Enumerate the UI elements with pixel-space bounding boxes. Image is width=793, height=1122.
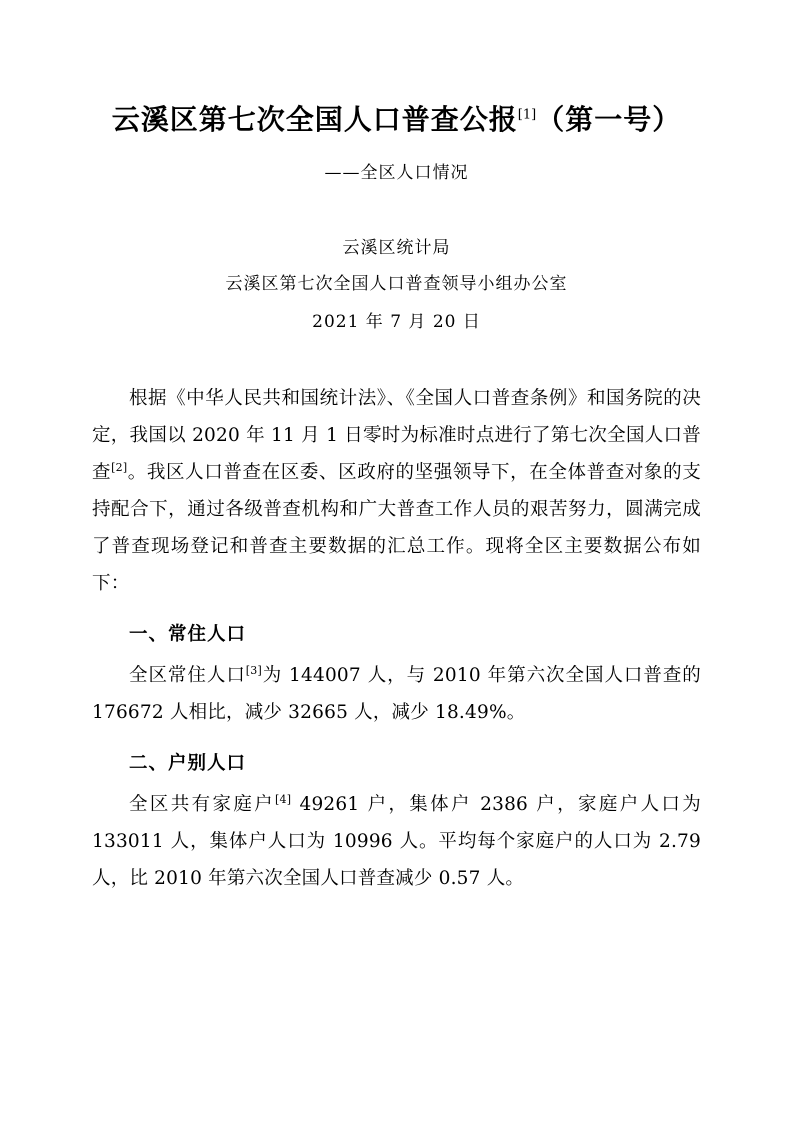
- section-1-text-1: 全区常住人口: [129, 664, 246, 686]
- page-subtitle: ——全区人口情况: [324, 163, 469, 184]
- section-heading-1: 一、常住人口: [129, 623, 247, 645]
- paragraph-intro: [92, 380, 701, 602]
- page-title-tail: （第一号）: [536, 103, 682, 136]
- footnote-marker-2: [2]: [111, 460, 128, 474]
- page-title: [92, 102, 701, 138]
- section-2-text-2: 49261 户，集体户 2386 户，家庭户人口为 133011 人，集体户人口为 10996 人。平均每个家庭户的人口为 2.79 人，比 2010 年第六次全国人口普查减少 0.57 人。: [92, 793, 701, 889]
- paragraph-intro-text-1: 根据《中华人民共和国统计法》、《全国人口普查条例》和国务院的决定，我国以 2020 年 11 月 1 日零时为标准时点进行了第七次全国人口普查: [92, 387, 701, 483]
- page-title-main: 云溪区第七次全国人口普查公报: [111, 103, 518, 136]
- publish-date: 2021 年 7 月 20 日: [312, 311, 481, 332]
- section-1-text-2: 为 144007 人，与 2010 年第六次全国人口普查的 176672 人相比，减少 32665 人，减少 18.49%。: [92, 664, 701, 723]
- issuer-line-2: 云溪区第七次全国人口普查领导小组办公室: [225, 274, 568, 295]
- issuer-block: [92, 231, 701, 302]
- page-title-footnote-marker: [1]: [517, 107, 537, 123]
- footnote-marker-4: [4]: [275, 792, 292, 806]
- section-paragraph-1: [92, 657, 701, 731]
- paragraph-intro-text-2: 。我区人口普查在区委、区政府的坚强领导下，在全体普查对象的支持配合下，通过各级普查机构和广大普查工作人员的艰苦努力，圆满完成了普查现场登记和普查主要数据的汇总工作。现将全区主要数据公布如下：: [92, 461, 701, 594]
- document-body: [92, 380, 701, 897]
- issuer-line-1: 云溪区统计局: [342, 238, 451, 259]
- section-paragraph-2: [92, 786, 701, 897]
- footnote-marker-3: [3]: [245, 663, 262, 677]
- section-heading-2: 二、户别人口: [129, 752, 247, 774]
- section-2-text-1: 全区共有家庭户: [129, 793, 276, 815]
